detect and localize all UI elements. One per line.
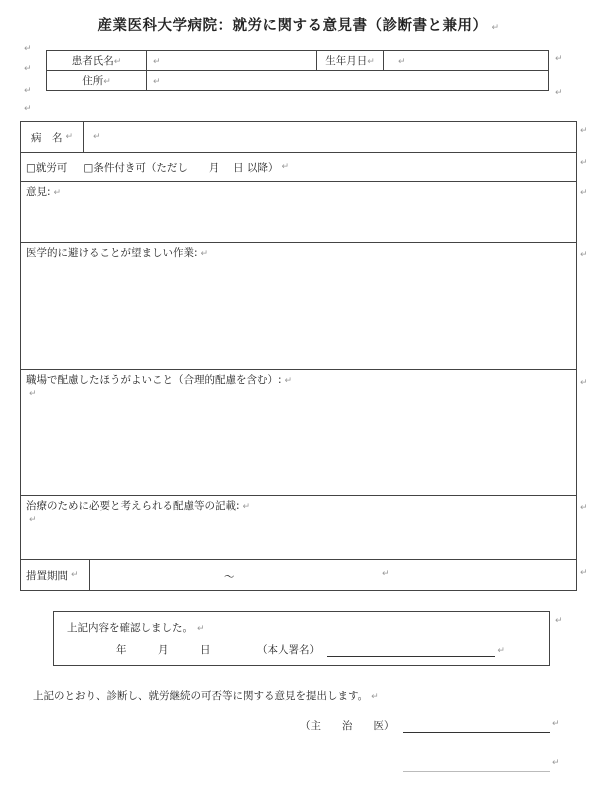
paragraph-mark: ↵ (284, 376, 293, 386)
work-conditional-checkbox[interactable]: □条件付き可（ただし 月 日 以降） (83, 161, 279, 174)
period-label: 措置期間 (26, 569, 68, 582)
paragraph-mark: ↵ (29, 515, 37, 525)
doctor-label: （主 治 医） (300, 720, 395, 732)
opinion-section[interactable] (21, 182, 576, 243)
patient-confirmation-box (53, 611, 550, 666)
period-field[interactable] (90, 560, 576, 590)
dob-label-cell (317, 51, 384, 71)
paragraph-mark: ↵ (580, 503, 588, 513)
paragraph-mark: ↵ (552, 719, 560, 729)
paragraph-mark: ↵ (24, 44, 32, 54)
doctor-extra-underline[interactable] (403, 759, 550, 772)
work-allowed-checkbox[interactable]: □就労可 (26, 161, 68, 174)
paragraph-mark: ↵ (103, 77, 111, 87)
paragraph-mark: ↵ (113, 57, 122, 67)
paragraph-mark: ↵ (29, 389, 37, 399)
avoid-work-label: 医学的に避けることが望ましい作業: (26, 247, 198, 259)
confirm-date: 年 月 日 (116, 644, 211, 656)
paragraph-mark: ↵ (153, 76, 161, 87)
paragraph-mark: ↵ (398, 56, 406, 67)
paragraph-mark: ↵ (580, 568, 588, 578)
paragraph-mark: ↵ (71, 570, 79, 580)
paragraph-mark: ↵ (555, 54, 563, 64)
treatment-consideration-label: 治療のために必要と考えられる配慮等の記載: (26, 500, 240, 512)
paragraph-mark: ↵ (555, 616, 563, 626)
paragraph-mark: ↵ (93, 132, 101, 142)
patient-info-table (46, 50, 549, 91)
paragraph-mark: ↵ (200, 249, 209, 259)
paragraph-mark: ↵ (555, 88, 563, 98)
disease-label: 病 名 (30, 131, 63, 144)
confirm-text: 上記内容を確認しました。 (67, 622, 193, 634)
workplace-consideration-section[interactable] (21, 370, 576, 496)
work-permission-row (21, 153, 576, 182)
paragraph-mark: ↵ (497, 646, 505, 656)
period-tilde: ～ (224, 571, 235, 583)
paragraph-mark: ↵ (65, 132, 74, 142)
disease-field[interactable] (84, 122, 576, 152)
patient-name-label-cell (47, 51, 147, 71)
paragraph-mark: ↵ (580, 250, 588, 260)
paragraph-mark: ↵ (580, 126, 588, 136)
statement-line (33, 688, 379, 703)
disease-label-cell (21, 122, 84, 152)
paragraph-mark: ↵ (580, 158, 588, 168)
address-label: 住所 (82, 75, 104, 87)
patient-name-field[interactable] (147, 51, 317, 71)
signature-label: （本人署名） (257, 644, 320, 656)
title-text: 産業医科大学病院：就労に関する意見書（診断書と兼用） (97, 18, 488, 34)
confirm-signature-line[interactable] (257, 642, 505, 657)
paragraph-mark: ↵ (552, 758, 560, 768)
period-row (21, 560, 576, 590)
paragraph-mark: ↵ (371, 692, 379, 702)
dob-label: 生年月日 (325, 55, 368, 67)
paragraph-mark: ↵ (24, 86, 32, 96)
paragraph-mark: ↵ (281, 162, 290, 172)
opinion-form (20, 121, 577, 591)
paragraph-mark: ↵ (53, 188, 62, 198)
doctor-signature-underline (403, 720, 550, 733)
paragraph-mark: ↵ (367, 57, 375, 67)
period-label-cell (21, 560, 90, 590)
paragraph-mark: ↵ (382, 569, 390, 579)
paragraph-mark: ↵ (580, 188, 588, 198)
statement-text: 上記のとおり、診断し、就労継続の可否等に関する意見を提出します。 (33, 690, 369, 702)
paragraph-mark: ↵ (197, 624, 205, 634)
opinion-label: 意見: (26, 186, 51, 198)
treatment-consideration-section[interactable] (21, 496, 576, 560)
disease-row (21, 122, 576, 153)
confirm-date-line[interactable] (116, 642, 211, 657)
paragraph-mark: ↵ (242, 502, 251, 512)
address-field[interactable] (147, 71, 549, 91)
paragraph-mark: ↵ (491, 23, 500, 33)
paragraph-mark: ↵ (153, 56, 161, 67)
patient-name-label: 患者氏名 (71, 55, 114, 67)
signature-underline (327, 644, 495, 657)
workplace-consideration-label: 職場で配慮したほうがよいこと（合理的配慮を含む）: (26, 374, 282, 386)
paragraph-mark: ↵ (580, 378, 588, 388)
paragraph-mark: ↵ (24, 64, 32, 74)
dob-field[interactable] (384, 51, 549, 71)
paragraph-mark: ↵ (24, 104, 32, 114)
address-label-cell (47, 71, 147, 91)
doctor-signature-line[interactable] (300, 718, 395, 733)
document-title (0, 14, 597, 35)
confirm-text-line (67, 620, 205, 635)
avoid-work-section[interactable] (21, 243, 576, 370)
